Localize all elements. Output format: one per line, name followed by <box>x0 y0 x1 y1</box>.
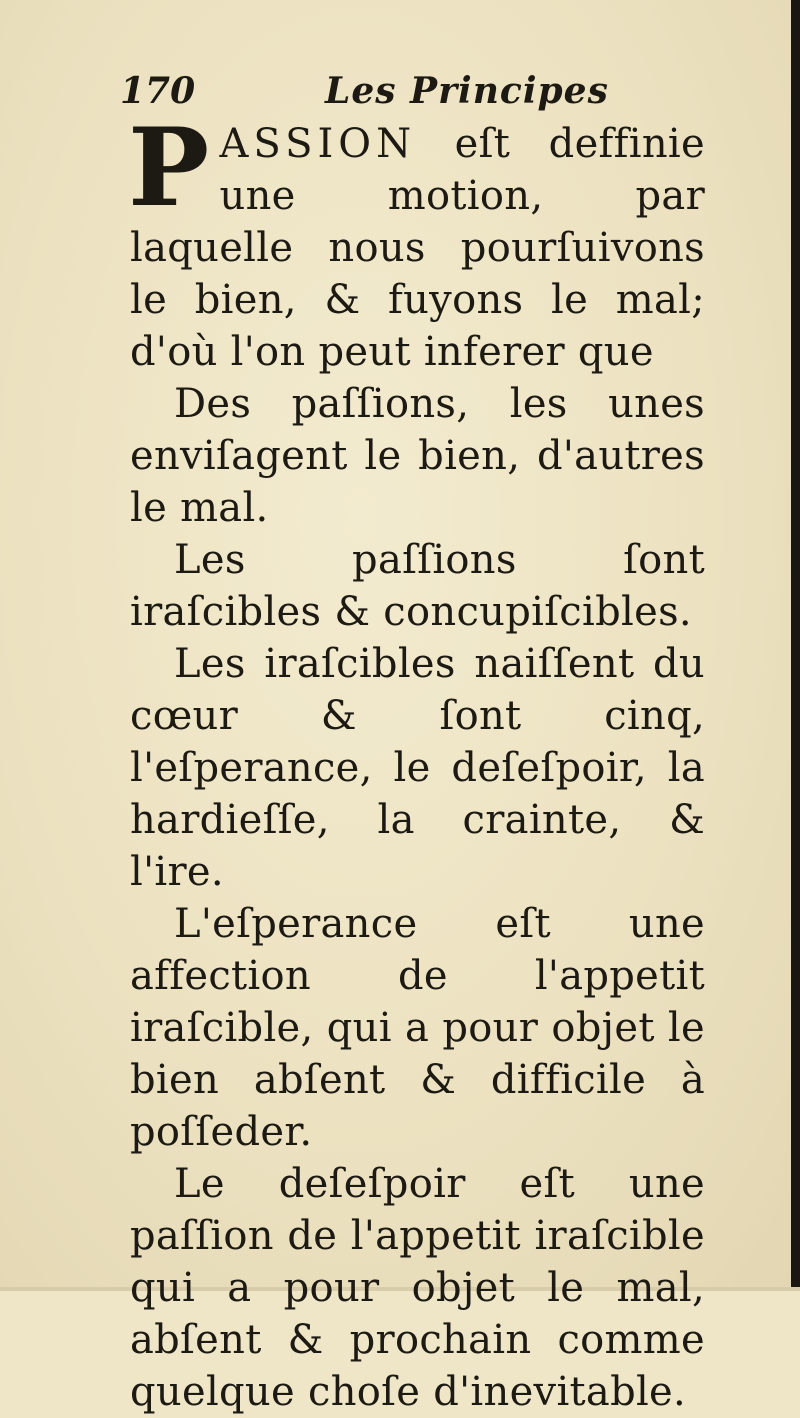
paragraph-1 <box>128 105 705 378</box>
page-number: 170 <box>120 70 196 112</box>
opening-word: ASSION <box>219 121 417 167</box>
paragraph-3: Les paſſions ſont iraſcibles & concupiſcibles. <box>130 537 705 635</box>
paragraph-2: Des paſſions, les unes enviſagent le bien, d'autres le mal. <box>130 381 705 531</box>
paragraph-1-text: eſt deffinie une motion, par laquelle nous pourſuivons le bien, & fuyons le mal; d'où l'on peut inferer que <box>130 121 705 375</box>
running-head: Les Principes <box>325 70 609 112</box>
body-text <box>128 105 705 1418</box>
paragraph-4: Les iraſcibles naiſſent du cœur & ſont cinq, l'eſperance, le deſeſpoir, la hardieſſe, la crainte, & l'ire. <box>130 641 705 895</box>
page-header <box>120 70 720 116</box>
paragraph-6: Le deſeſpoir eſt une paſſion de l'appetit iraſcible qui a pour objet le mal, abſent & prochain comme quelque choſe d'inevitable. <box>130 1161 705 1415</box>
paragraph-5: L'eſperance eſt une affection de l'appetit iraſcible, qui a pour objet le bien abſent & difficile à poſſeder. <box>130 901 705 1155</box>
page-edge-shadow <box>791 0 800 1291</box>
drop-cap: P <box>128 105 210 231</box>
